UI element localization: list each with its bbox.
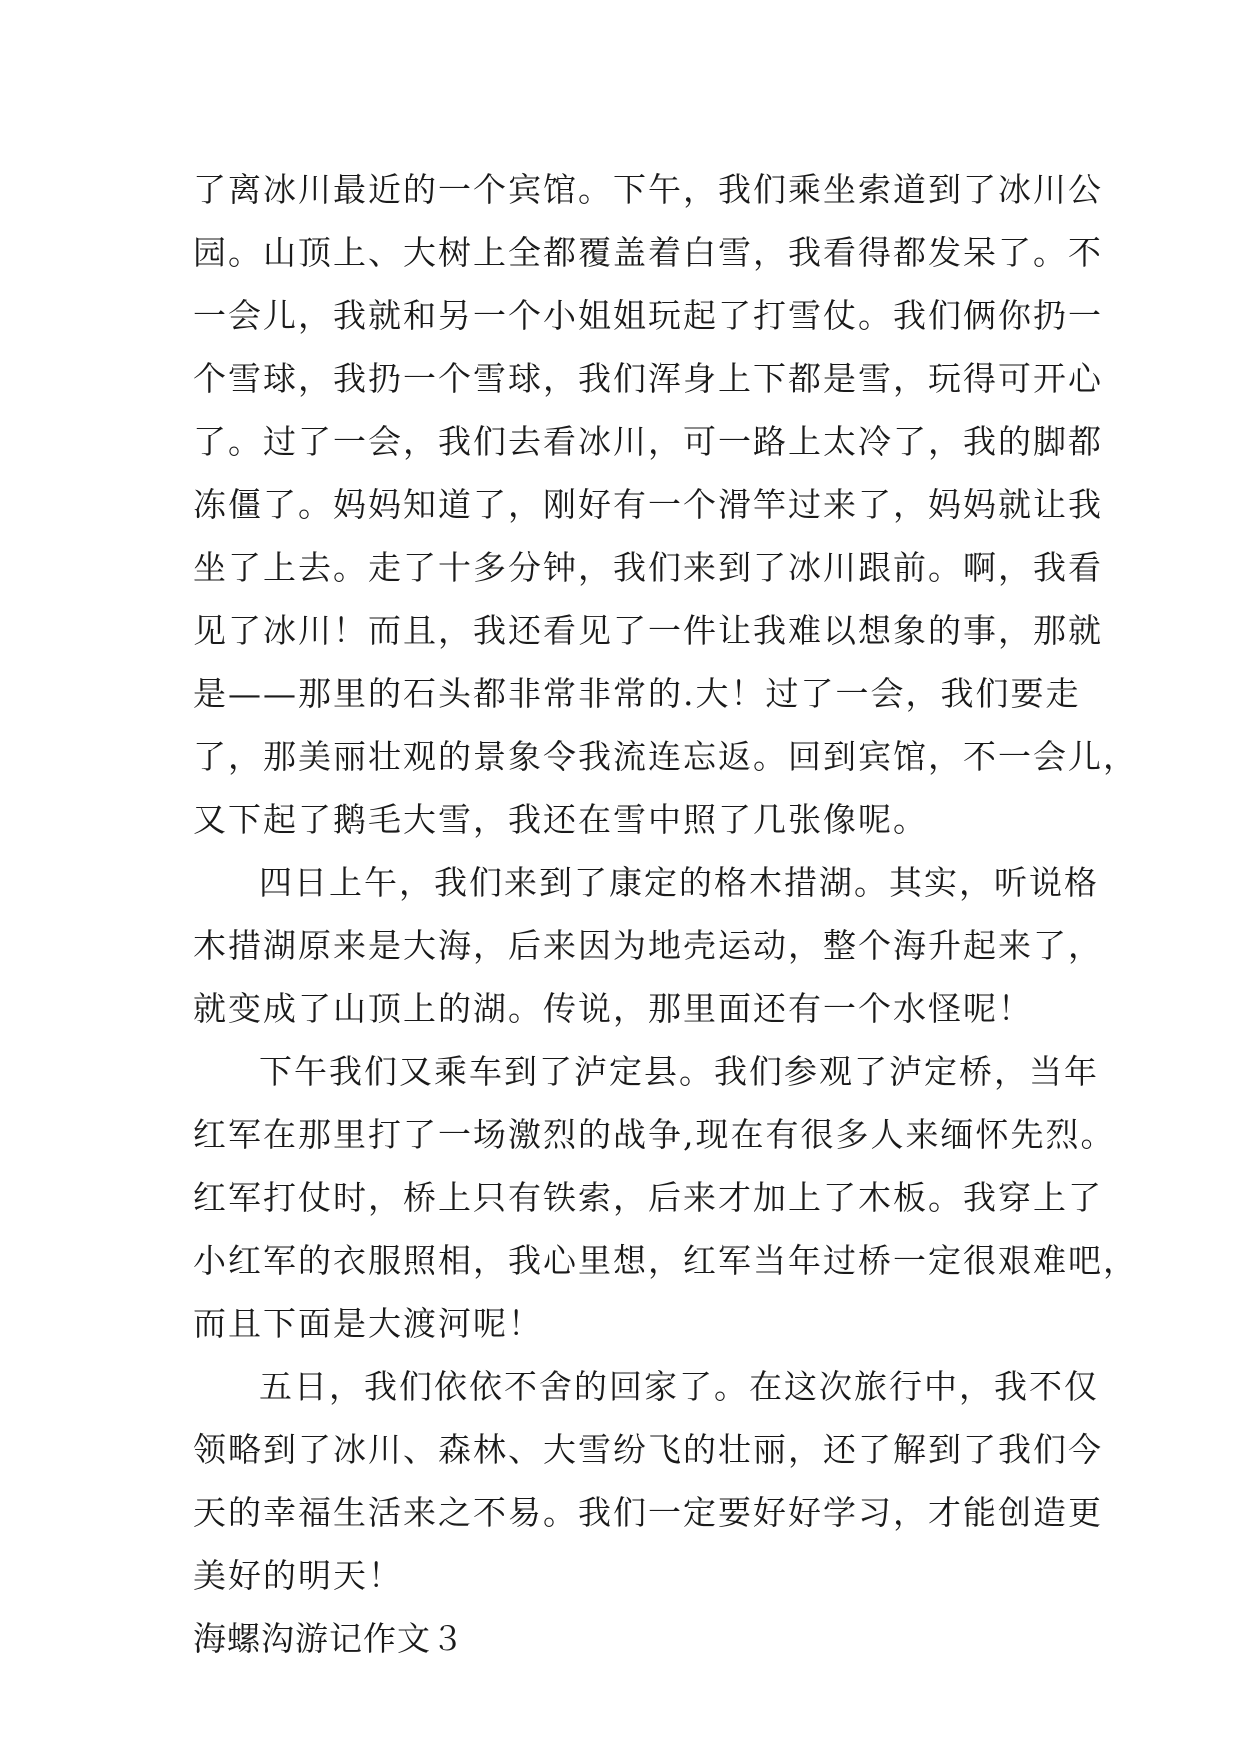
- text-line: 小红军的衣服照相，我心里想，红军当年过桥一定很艰难吧，: [193, 1241, 1138, 1280]
- text-line: 领略到了冰川、森林、大雪纷飞的壮丽，还了解到了我们今: [193, 1430, 1103, 1469]
- text-line: 美好的明天！: [193, 1556, 403, 1595]
- paragraph-start-line: 五日，我们依依不舍的回家了。在这次旅行中，我不仅: [259, 1367, 1099, 1406]
- text-line: 是——那里的石头都非常非常的.大！过了一会，我们要走: [193, 674, 1081, 713]
- text-line: 园。山顶上、大树上全都覆盖着白雪，我看得都发呆了。不: [193, 233, 1103, 272]
- text-line: 又下起了鹅毛大雪，我还在雪中照了几张像呢。: [193, 800, 928, 839]
- text-line: 木措湖原来是大海，后来因为地壳运动，整个海升起来了，: [193, 926, 1103, 965]
- text-line: 红军在那里打了一场激烈的战争,现在有很多人来缅怀先烈。: [193, 1115, 1116, 1154]
- text-line: 天的幸福生活来之不易。我们一定要好好学习，才能创造更: [193, 1493, 1103, 1532]
- essay-body: [193, 158, 1138, 1670]
- text-line: 就变成了山顶上的湖。传说，那里面还有一个水怪呢！: [193, 989, 1033, 1028]
- text-line: 红军打仗时，桥上只有铁索，后来才加上了木板。我穿上了: [193, 1178, 1103, 1217]
- text-line: 个雪球，我扔一个雪球，我们浑身上下都是雪，玩得可开心: [193, 359, 1103, 398]
- text-line: 见了冰川！而且，我还看见了一件让我难以想象的事，那就: [193, 611, 1103, 650]
- text-line: 而且下面是大渡河呢！: [193, 1304, 543, 1343]
- text-line: 了离冰川最近的一个宾馆。下午，我们乘坐索道到了冰川公: [193, 170, 1103, 209]
- paragraph-start-line: 下午我们又乘车到了泸定县。我们参观了泸定桥，当年: [259, 1052, 1099, 1091]
- paragraph-start-line: 四日上午，我们来到了康定的格木措湖。其实，听说格: [259, 863, 1099, 902]
- text-line: 冻僵了。妈妈知道了，刚好有一个滑竿过来了，妈妈就让我: [193, 485, 1103, 524]
- text-line: 了。过了一会，我们去看冰川，可一路上太冷了，我的脚都: [193, 422, 1103, 461]
- text-line: 一会儿，我就和另一个小姐姐玩起了打雪仗。我们俩你扔一: [193, 296, 1103, 335]
- section-heading: 海螺沟游记作文３: [193, 1619, 465, 1658]
- text-line: 坐了上去。走了十多分钟，我们来到了冰川跟前。啊，我看: [193, 548, 1103, 587]
- text-line: 了，那美丽壮观的景象令我流连忘返。回到宾馆，不一会儿，: [193, 737, 1138, 776]
